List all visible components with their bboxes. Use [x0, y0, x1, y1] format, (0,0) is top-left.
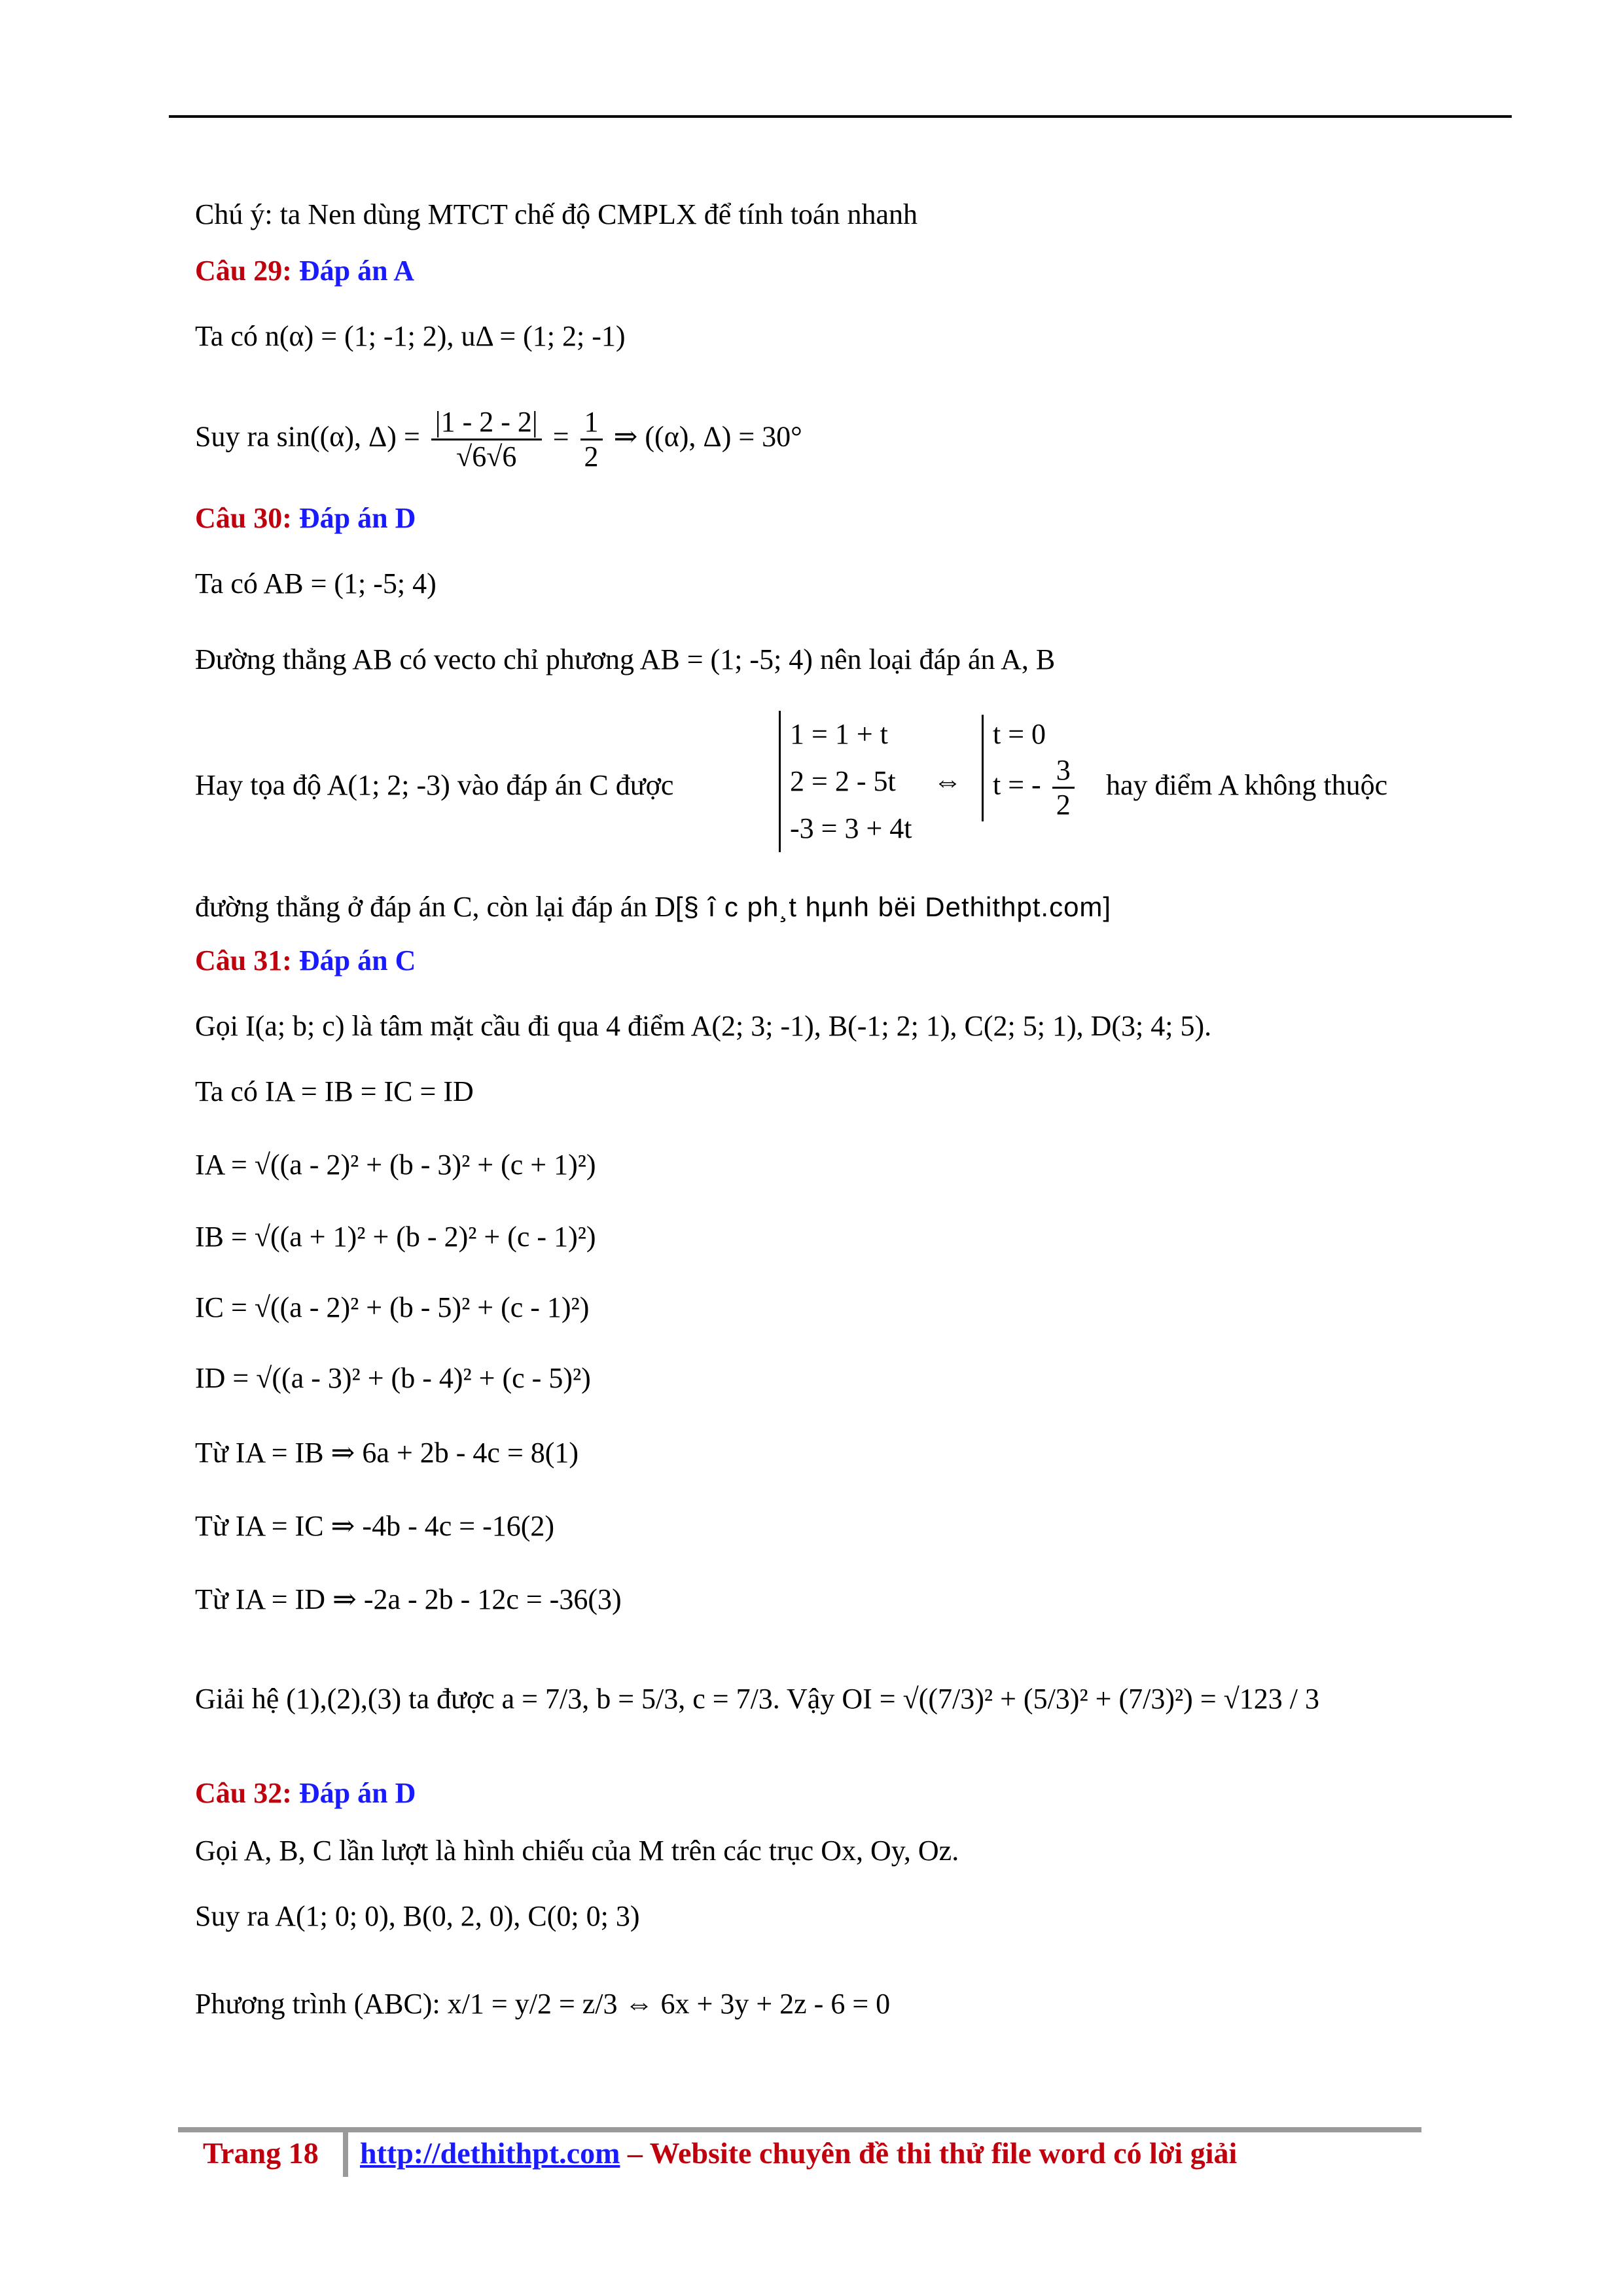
q31-line-2	[195, 1073, 474, 1110]
q31-line-solve	[195, 1681, 1319, 1717]
q31-line-eq1	[195, 1435, 579, 1471]
formula: AB = (1; -5; 4)	[639, 643, 813, 675]
formula: a = 7/3, b = 5/3, c = 7/3.	[501, 1683, 780, 1715]
equals: =	[552, 420, 569, 453]
footer-text	[360, 2132, 1237, 2174]
website-link[interactable]: http://dethithpt.com	[360, 2136, 620, 2170]
formula: ⇒ ((α), Δ) = 30°	[613, 420, 802, 453]
footer-tagline: – Website chuyên đề thi thử file word có lời giải	[627, 2136, 1238, 2170]
question-29-heading	[195, 253, 414, 289]
formula: IA = ID ⇒ -2a - 2b - 12c = -36(3)	[235, 1583, 622, 1615]
answer-label: Đáp án A	[298, 255, 414, 287]
q29-line-1	[195, 318, 626, 355]
fraction	[580, 406, 603, 473]
q30-line-3-right: hay điểm A không thuộc	[1106, 769, 1388, 801]
iff-symbol: ⇔	[933, 765, 962, 797]
question-number: Câu 30:	[195, 502, 292, 534]
answer-label: Đáp án D	[298, 502, 416, 534]
q29-line-2	[195, 406, 802, 473]
text: Phương trình	[195, 1988, 347, 2020]
formula: I(a; b; c)	[245, 1010, 345, 1042]
text: Từ	[195, 1583, 228, 1615]
footer-divider	[343, 2127, 348, 2177]
formula: A(2; 3; -1), B(-1; 2; 1), C(2; 5; 1), D(3; 4; 5).	[690, 1010, 1212, 1042]
formula: sin((α), Δ) =	[276, 420, 420, 453]
text: Suy ra	[195, 420, 270, 453]
denominator: √6√6	[456, 440, 517, 473]
text: Từ	[195, 1510, 228, 1542]
q31-line-1	[195, 1008, 1211, 1045]
equation-ib: IB = √((a + 1)² + (b - 2)² + (c - 1)²)	[195, 1221, 596, 1253]
q31-line-eq2	[195, 1508, 554, 1545]
text: Đường thẳng AB có vecto chỉ phương	[195, 643, 635, 675]
text: là tâm mặt cầu đi qua 4 điểm	[351, 1010, 685, 1042]
page-number: Trang 18	[203, 2136, 319, 2170]
text: Ta có	[195, 567, 258, 600]
text: đường thẳng ở đáp án C, còn lại đáp án D	[195, 891, 675, 923]
formula: (ABC): x/1 = y/2 = z/3 ⇔ 6x + 3y + 2z - 6 = 0	[353, 1988, 891, 2020]
system-row: -3 = 3 + 4t	[790, 812, 912, 844]
answer-label: Đáp án C	[298, 944, 416, 977]
formula: IA = IB ⇒ 6a + 2b - 4c = 8(1)	[235, 1437, 579, 1469]
q32-line-3	[195, 1986, 890, 2022]
system-row	[993, 754, 1079, 821]
equation-system-2	[982, 715, 1079, 821]
formula: n(α) = (1; -1; 2), uΔ = (1; 2; -1)	[264, 320, 626, 352]
question-number: Câu 32:	[195, 1777, 292, 1809]
formula: A(1; 0; 0), B(0, 2, 0), C(0; 0; 3)	[275, 1900, 640, 1932]
formula: IA = IC ⇒ -4b - 4c = -16(2)	[235, 1510, 555, 1542]
footer-rule	[178, 2127, 1421, 2132]
text: Gọi	[195, 1010, 238, 1042]
q30-line-3-left	[195, 767, 673, 804]
text: nên loại đáp án A, B	[819, 643, 1056, 675]
fraction	[431, 406, 542, 473]
system-row: 1 = 1 + t	[790, 718, 888, 750]
formula: (1),(2),(3)	[286, 1683, 402, 1715]
formula: OI = √((7/3)² + (5/3)² + (7/3)²) = √123 / 3	[842, 1683, 1320, 1715]
formula: AB = (1; -5; 4)	[263, 567, 437, 600]
source-note: [§ î c ph¸t hµnh bëi Dethithpt.com]	[675, 891, 1112, 922]
text: t = -	[993, 768, 1041, 801]
question-number: Câu 31:	[195, 944, 292, 977]
text: Hay tọa độ	[195, 769, 322, 801]
text: Vậy	[787, 1683, 835, 1715]
text: Ta có	[195, 1075, 258, 1107]
numerator: 1	[580, 406, 603, 440]
question-31-heading	[195, 942, 416, 979]
question-30-heading	[195, 500, 416, 537]
answer-label: Đáp án D	[298, 1777, 416, 1809]
formula: IA = IB = IC = ID	[264, 1075, 474, 1107]
equation-id: ID = √((a - 3)² + (b - 4)² + (c - 5)²)	[195, 1362, 591, 1394]
equation-system-1	[779, 711, 912, 852]
q32-line-1: Gọi A, B, C lần lượt là hình chiếu của M trên các trục Ox, Oy, Oz.	[195, 1835, 959, 1867]
text: Từ	[195, 1437, 228, 1469]
note-line: Chú ý: ta Nen dùng MTCT chế độ CMPLX để tính toán nhanh	[195, 198, 918, 230]
q31-line-eq3	[195, 1581, 622, 1618]
equation-ic: IC = √((a - 2)² + (b - 5)² + (c - 1)²)	[195, 1291, 590, 1323]
numerator: 3	[1052, 754, 1075, 789]
text: Giải hệ	[195, 1683, 279, 1715]
formula: A(1; 2; -3)	[327, 769, 450, 801]
equation-ia: IA = √((a - 2)² + (b - 3)² + (c + 1)²)	[195, 1149, 596, 1181]
denominator: 2	[584, 440, 599, 473]
question-number: Câu 29:	[195, 255, 292, 287]
fraction	[1052, 754, 1075, 821]
numerator: |1 - 2 - 2|	[431, 406, 542, 440]
q30-line-4	[195, 889, 1111, 925]
text: ta được	[408, 1683, 495, 1715]
q30-line-1	[195, 565, 437, 602]
q30-line-2	[195, 641, 1055, 678]
system-row: 2 = 2 - 5t	[790, 765, 896, 797]
question-32-heading	[195, 1775, 416, 1812]
text: Ta có	[195, 320, 258, 352]
header-rule	[169, 115, 1512, 118]
text: vào đáp án C được	[457, 769, 674, 801]
text: Suy ra	[195, 1900, 270, 1932]
q32-line-2	[195, 1898, 640, 1935]
denominator: 2	[1056, 789, 1071, 821]
system-row: t = 0	[993, 718, 1046, 750]
